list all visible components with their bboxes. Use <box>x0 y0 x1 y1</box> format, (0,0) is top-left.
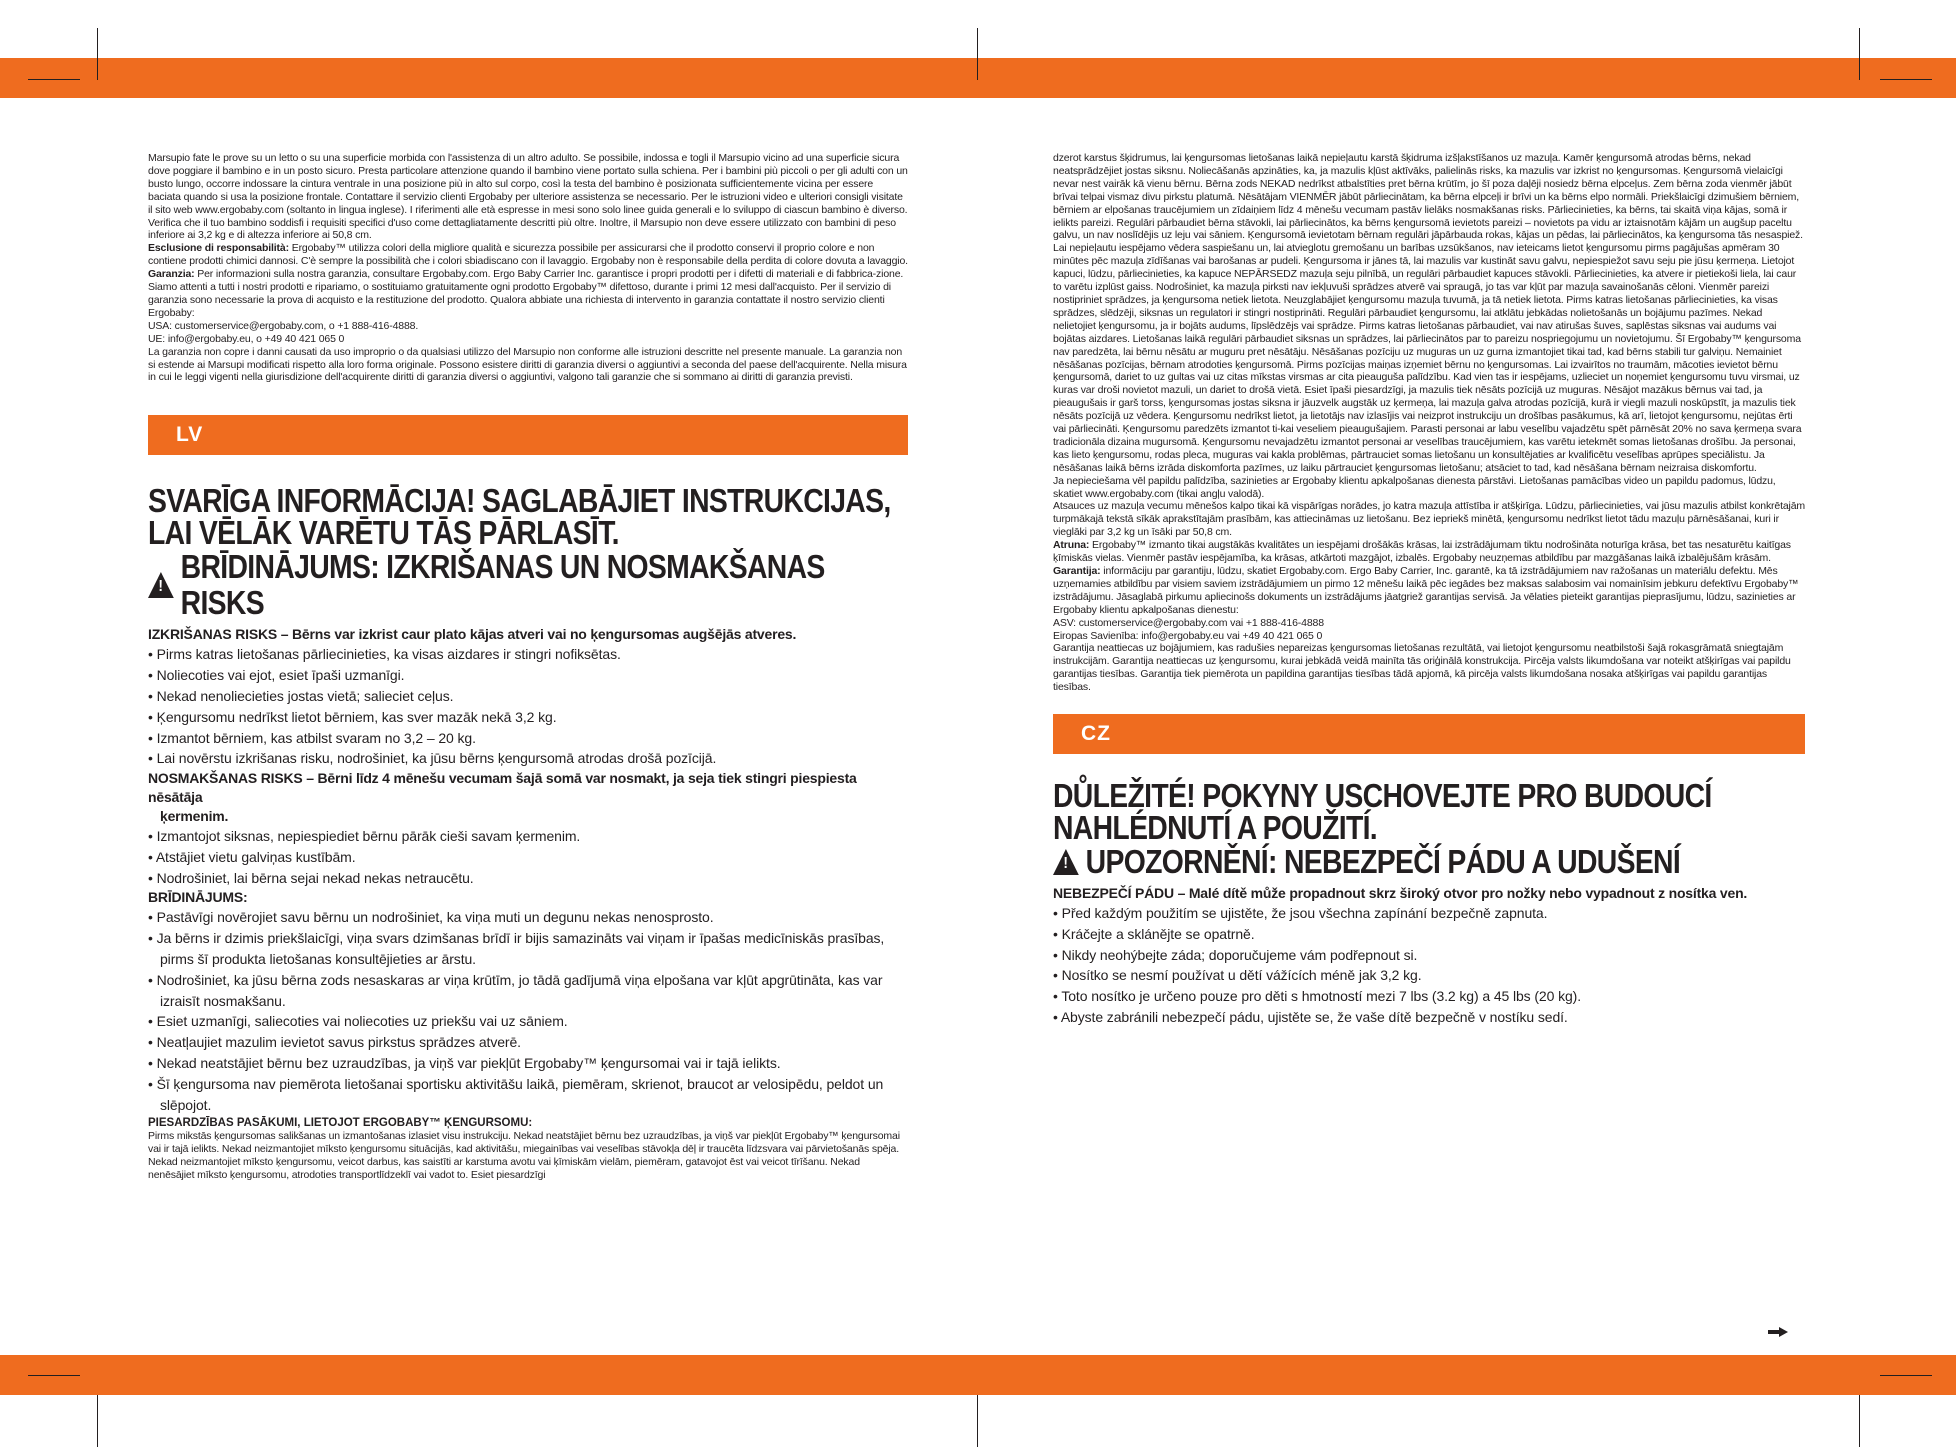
lv-precautions-text-block <box>148 1130 908 1182</box>
crop-mark <box>97 28 98 80</box>
crop-mark <box>1859 28 1860 80</box>
warning-triangle-icon <box>148 572 174 598</box>
list-item: • Nekad neatstājiet bērnu bez uzraudzības, ja viņš var piekļūt Ergobaby™ ķengursomai vai ir tajā ielikts. <box>148 1055 781 1072</box>
lv-final-paragraph: Garantija neattiecas uz bojājumiem, kas radušies nepareizas ķengursomas lietošanas rezultātā, vai lietojot ķengursomu neatbilstoši šajā rokasgrāmatā sniegtajām instrukcijām. Garantija neattiecas uz ķengursomu, kurai jebkādā veidā mainīta tās oriģinālā konstrukcija. Pircēja valsts likumdošana var noteikt atšķirīgas vai papildu garantijas tiesības. Garantija tiek piemērota un papildina garantijas tiesības tādā apjomā, kā pircēja valsts likumdošana nosaka atšķirīgas vai papildu garantijas tiesības. <box>1053 642 1791 694</box>
lv-warning-heading: BRĪDINĀJUMS: <box>148 889 248 906</box>
lv-suffocation-bullets <box>148 826 908 888</box>
list-item: • Nosítko se nesmí používat u dětí vážících méně jak 3,2 kg. <box>1053 967 1422 984</box>
crop-mark <box>1880 1375 1932 1376</box>
lv-warning-title: ! BRĪDINĀJUMS: IZKRIŠANAS UN NOSMAKŠANAS RISKS <box>148 549 906 621</box>
crop-mark <box>97 1395 98 1447</box>
list-item: • Kráčejte a sklánějte se opatrně. <box>1053 925 1255 942</box>
it-disclaimer: Esclusione di responsabilità: Ergobaby™ utilizza colori della migliore qualità e sicurezza possibile per assicurarsi che il prodotto conservi il proprio colore e non contiene prodotti chimici dannosi. C'è sempre la possibilità che i colori sbiadiscano con il lavaggio. Ergobaby non è responsabile della perdita di colore dovuta a lavaggio. <box>148 242 908 268</box>
it-disclaimer-label: Esclusione di responsabilità: <box>148 242 289 255</box>
list-item: • Před každým použitím se ujistěte, že jsou všechna zapínání bezpečně zapnuta. <box>1053 905 1548 922</box>
list-item: • Abyste zabránili nebezpečí pádu, ujistěte se, že vaše dítě bezpečně v nostíku sedí. <box>1053 1009 1568 1026</box>
lv-precautions-heading: PIESARDZĪBAS PASĀKUMI, LIETOJOT ERGOBABY™ ĶENGURSOMU: <box>148 1117 533 1130</box>
list-item: • Lai novērstu izkrišanas risku, nodrošiniet, ka jūsu bērns ķengursomā atrodas drošā pozīcijā. <box>148 750 717 767</box>
lv-warranty: Garantija: informāciju par garantiju, lūdzu, skatiet Ergobaby.com. Ergo Baby Carrier, Inc. garantē, ka tā izstrādājumiem nav ražošanas un materiālu defektu. Mēs uzņemamies atbildību par visiem saviem izstrādājumiem un pirmo 12 mēnešu laikā pēc iegādes bez maksas salabosim vai nomainīsim jebkuru defektīvu Ergobaby™ izstrādājumu. Jāsaglabā pirkumu apliecinošs dokuments un izstrādājums jāatgriež garantijas servisā. Ja vēlaties pieteikt garantijas pieprasījumu, lūdzu, sazinieties ar Ergobaby klientu apkalpošanas dienestu: <box>1053 565 1799 616</box>
list-item: • Izmantot bērniem, kas atbilst svaram no 3,2 – 20 kg. <box>148 729 476 746</box>
list-item: • Nodrošiniet, ka jūsu bērna zods nesaskaras ar viņa krūtīm, jo tādā gadījumā viņa elpošana var kļūt apgrūtināta, kas var <box>148 971 883 988</box>
bottom-color-band <box>0 1355 1956 1395</box>
it-eu-contact: UE: info@ergobaby.eu, o +49 40 421 065 0 <box>148 332 345 345</box>
list-item: pirms šī produkta lietošanas konsultējieties ar ārstu. <box>160 951 476 968</box>
cz-important-title: DŮLEŽITÉ! POKYNY USCHOVEJTE PRO BUDOUCÍ NAHLÉDNUTÍ A POUŽITÍ. <box>1053 777 1712 847</box>
crop-mark <box>977 1395 978 1447</box>
list-item: izraisīt nosmakšanu. <box>160 992 286 1009</box>
lv-age-paragraph: Atsauces uz mazuļa vecumu mēnešos kalpo tikai kā vispārīgas norādes, jo katra mazuļa attīstība ir atšķirīga. Lūdzu, pārliecinieties, vai jūsu mazulis atbilst konkrētajām turpmākajā tekstā sīkāk aprakstītajām prasībām, kas attiecināmas uz lietošanu. Bez iepriekš minētā, ķengursomu nedrīkst lietot tādu mazuļu pārnēsāšanai, kuri ir vieglāki par 3,2 kg un īsāki par 50,8 cm. <box>1053 500 1806 539</box>
warning-triangle-icon <box>1053 849 1079 875</box>
list-item: • Esiet uzmanīgi, saliecoties vai noliecoties uz priekšu vai uz sāniem. <box>148 1013 568 1030</box>
list-item: • Neatļaujiet mazulim ievietot savus pirkstus sprādzes atverē. <box>148 1034 521 1051</box>
it-warranty-label: Garanzia: <box>148 268 195 281</box>
lv-disclaimer: Atruna: Ergobaby™ izmanto tikai augstākās kvalitātes un iespējami drošākās krāsas, lai izstrādājumam tiktu nodrošināta noturīga krāsa, bet tas nesaturētu kaitīgas ķīmiskās vielas. Vienmēr pastāv iespējamība, ka krāsas, atkārtoti mazgājot, izbalēs. Ergobaby neuzņemas atbildību par mazgāšanas laikā izbalējušām krāsām. <box>1053 539 1791 565</box>
lv-language-bar <box>148 415 908 455</box>
crop-mark <box>977 28 978 80</box>
italian-section <box>148 152 908 384</box>
crop-mark <box>28 1375 80 1376</box>
list-item: • Nikdy neohýbejte záda; doporučujeme vám podřepnout si. <box>1053 946 1418 963</box>
it-final-paragraph: La garanzia non copre i danni causati da uso improprio o da qualsiasi utilizzo del Marsupio non conforme alle istruzioni descritte nel presente manuale. La garanzia non si estende ai Marsupi modificati rispetto alla loro forma originale. Possono esistere diritti di garanzia diversi o aggiuntivi a seconda del paese dell'acquirente. Nella misura in cui le leggi vigenti nella giurisdizione dell'acquirente diritti di garanzia diversi o aggiuntivi, valgono tali garanzie che si sommano ai diritti di garanzia previsti. <box>148 345 907 384</box>
list-item: slēpojot. <box>160 1096 212 1113</box>
list-item: • Toto nosítko je určeno pouze pro děti s hmotností mezi 7 lbs (3.2 kg) a 45 lbs (20 kg). <box>1053 988 1582 1005</box>
lv-usa-contact: ASV: customerservice@ergobaby.com vai +1 888-416-4888 <box>1053 616 1324 629</box>
cz-language-label: CZ <box>1081 722 1111 746</box>
list-item: • Noliecoties vai ejot, esiet īpaši uzmanīgi. <box>148 667 405 684</box>
lv-suffocation-heading: NOSMAKŠANAS RISKS – Bērni līdz 4 mēnešu vecumam šajā somā var nosmakt, ja seja tiek stingri piespiesta nēsātāja <box>148 770 857 806</box>
list-item: • Pastāvīgi novērojiet savu bērnu un nodrošiniet, ka viņa muti un degunu nekas nenosprosto. <box>148 909 714 926</box>
lv-fall-risk-heading: IZKRIŠANAS RISKS – Bērns var izkrist caur plato kājas atveri vai no ķengursomas augšējās atveres. <box>148 626 797 643</box>
list-item: • Nodrošiniet, lai bērna sejai nekad nekas netraucētu. <box>148 869 474 886</box>
crop-mark <box>1859 1395 1860 1447</box>
lv-precautions-text: Pirms mikstās ķengursomas salikšanas un izmantošanas izlasiet visu instrukciju. Nekad neatstājiet bērnu bez uzraudzības, ja viņš var piekļūt Ergobaby™ ķengursomai vai ir tajā ielikts. Nekad neizmantojiet mīksto ķengursomu situācijās, kad aktivitāšu, miegainības vai veselības stāvokļa dēļ ir traucēta līdzsvara vai pārvietošanās spēja. Nekad neizmantojiet mīksto ķengursomu, veicot darbus, kas saistīti ar karstuma avotu vai ķīmiskām vielām, piemēram, gatavojot ēst vai veicot tīrīšanu. Nekad nenēsājiet mīksto ķengursomu, atrodoties transportlīdzeklī vai vadot to. Esiet piesardzīgi <box>148 1130 900 1182</box>
list-item: • Nekad nenoliecieties jostas vietā; salieciet ceļus. <box>148 687 454 704</box>
lv-disclaimer-label: Atruna: <box>1053 539 1090 552</box>
cz-language-bar <box>1053 714 1805 754</box>
lv-suffocation-heading-cont: ķermenim. <box>160 808 229 825</box>
lv-continued-section <box>1053 152 1805 694</box>
lv-eu-contact: Eiropas Savienība: info@ergobaby.eu vai +49 40 421 065 0 <box>1053 629 1323 642</box>
continue-arrow-icon <box>1768 1327 1788 1337</box>
lv-language-label: LV <box>176 423 204 447</box>
list-item: • Atstājiet vietu galviņas kustībām. <box>148 848 356 865</box>
list-item: • Ja bērns ir dzimis priekšlaicīgi, viņa svars dzimšanas brīdī ir bijis samazināts vai viņam ir īpašas medicīniskās prasības, <box>148 930 885 947</box>
list-item: • Šī ķengursoma nav piemērota lietošanai sportisku aktivitāšu laikā, piemēram, skrienot, braucot ar velosipēdu, peldot un <box>148 1075 884 1092</box>
lv-fall-bullets <box>148 644 908 769</box>
it-usa-contact: USA: customerservice@ergobaby.com, o +1 888-416-4888. <box>148 319 419 332</box>
it-intro-paragraph: Marsupio fate le prove su un letto o su una superficie morbida con l'assistenza di un altro adulto. Se possibile, indossa e togli il Marsupio vicino ad una superficie sicura dove poggiare il bambino e in un posto sicuro. Presta particolare attenzione quando il bambino viene portato sulla schiena. Per i bambini più piccoli o per gli adulti con un busto lungo, occorre indossare la cintura ventrale in una posizione più in alto sul corpo, così la testa del bambino è posizionata sufficientemente vicina per essere baciata quando si usa la posizione frontale. Contattare il servizio clienti Ergobaby per ulteriore assistenza se necessario. Per le istruzioni video e ulteriori consigli visitate il sito web www.ergobaby.com (soltanto in lingua inglese). I riferimenti alle età espresse in mesi sono solo linee guida generali e lo sviluppo di ciascun bambino è diverso. Verifica che il tuo bambino soddisfi i requisiti specifici d'uso come dettagliatamente descritti più oltre. Inoltre, il Marsupio non deve essere utilizzato con bambini di peso inferiore ai 3,2 kg e di altezza inferiore ai 50,8 cm. <box>148 152 908 242</box>
lv-warranty-label: Garantija: <box>1053 565 1101 577</box>
it-warranty: Garanzia: Per informazioni sulla nostra garanzia, consultare Ergobaby.com. Ergo Baby Carrier Inc. garantisce i propri prodotti per i difetti di materiali e di fabbrica-zione. Siamo attenti a tutti i nostri prodotti e ripariamo, o sostituiamo gratuitamente ogni prodotto Ergobaby™ difettoso, durante i primi 12 mesi dall'acquisto. Per il servizio di garanzia sono necessarie la prova di acquisto e la restituzione del prodotto. Qualora abbiate una richiesta di intervento in garanzia contattate il nostro servizio clienti Ergobaby: <box>148 268 904 319</box>
list-item: • Ķengursomu nedrīkst lietot bērniem, kas sver mazāk nekā 3,2 kg. <box>148 708 557 725</box>
list-item: • Pirms katras lietošanas pārliecinieties, ka visas aizdares ir stingri nofiksētas. <box>148 646 621 663</box>
crop-mark <box>1880 79 1932 80</box>
list-item: • Izmantojot siksnas, nepiespiediet bērnu pārāk cieši savam ķermenim. <box>148 828 581 845</box>
cz-fall-bullets <box>1053 903 1805 1028</box>
lv-continued-paragraph: dzerot karstus šķidrumus, lai ķengursomas lietošanas laikā nepieļautu karstā šķidruma izšļakstīšanos uz mazuļa. Kamēr ķengursomā atrodas bērns, nekad neatsprādzējiet jostas siksnu. Noliecāšanās apzināties, ka, ja mazulis kļūst aktīvāks, palielinās risks, ka mazulis var izkrist no ķengursomas. Ķengursomā vielaicīgi nevar nest vairāk kā vienu bērnu. Bērna zods NEKAD nedrīkst atbalstīties pret bērna krūtīm, jo šī poza daļēji nosiedz bērna elpceļus. Zem bērna zoda vienmēr jābūt brīvai telpai vismaz divu pirkstu platumā. Nēsātājam VIENMĒR jābūt pārliecinātam, ka bērna elpceļi ir brīvi un ka bērns elpo normāli. Priekšlaicīgi dzimušiem bērniem, bērniem ar elpošanas traucējumiem un zīdaiņiem līdz 4 mēnešu vecumam pastāv lielāks nosmakšanas risks. Pārliecinieties, ka bērns, tai skaitā viņa kājas, somā ir ielikts pareizi. Regulāri pārbaudiet bērna stāvokli, lai pārliecinātos, ka bērns ķengursomā ievietots pareizi – novietots pa vidu ar iztaisnotām kājām un augšup paceltu galvu, un nav noslīdējis uz leju vai sāniem. Ķengursomā ievietotam bērnam regulāri jāpārbauda rokas, kājas un pēdas, lai pārliecinātos, ka ķengursoma tās nesaspiež. Lai nepieļautu iespējamo vēdera saspiešanu un, lai atvieglotu gremošanu un barības uzsūkšanos, nav ieteicams lietot ķengursomu pirms pagājušas apmēram 30 minūtes pēc mazuļa zīdīšanas vai barošanas ar pudeli. Ķengursoma ir jānes tā, lai mazulis var kustināt savu galvu, nepiespiežot savu seju pie jūsu ķermeņa. Lietojot kapuci, lūdzu, pārliecinieties, ka kapuce NEPĀRSEDZ mazuļa seju pilnībā, un regulāri pārbaudiet kapuces stāvokli. Pārliecinieties, ka atvere ir pietiekoši liela, lai caur to varētu izplūst gaiss. Nodrošiniet, ka mazuļa pirksti nav iekļuvuši sprādzes atverē vai spraugā, jo tas var kļūt par mazuļa savainošanās cēloni. Vienmēr pareizi nostipriniet sprādzes, ja ķengursoma netiek lietota. Neuzglabājiet ķengursomu mazuļa tuvumā, ja tā netiek lietota. Pirms katras lietošanas pārliecinieties, ka visas sprādzes, slēdzēji, siksnas un regulatori ir stingri nostiprināti. Regulāri pārbaudiet ķengursomu, lai atklātu jebkādas nolietošanās un bojājumu pazīmes. Nekad nelietojiet ķengursomu, ja ir bojāts audums, līpslēdzējs vai sprādze. Pirms katras lietošanas pārbaudiet, vai nav atirušas šuves, saplēstas siksnas vai audums vai bojātas aizdares. Lietošanas laikā regulāri pārbaudiet siksnas un sprādzes, lai pārliecinātos par to pareizu nospriegojumu un novietojumu. Šī Ergobaby™ ķengursoma nav paredzēta, lai bērnu nēsātu ar muguru pret nēsātāju. Nēsāšanas pozīciju uz muguras un uz gurna izmantojiet tikai tad, kad bērns stabili tur galviņu. Nemainiet nēsāšanas pozīcijas, bērnam atrodoties ķengursomā. Pirms pozīcijas maiņas izņemiet bērnu no ķengursomas. Lai izvairītos no traumām, mācoties ievietot bērnu ķengursomā, dariet to uz gultas vai uz citas mīkstas virsmas ar cita pieauguša palīdzību. Kad vien tas ir iespējams, uzlieciet un noņemiet ķengursomu tuvu virsmai, uz kuras var droši novietot mazuli, un dariet to drošā vietā. Esiet īpaši piesardzīgi, ja mazulis tiek nēsāts pozīcijā uz muguras. Nēsājot mazākus bērnus vai tad, ja pieaugušais ir garš torss, ķengursomas jostas siksna ir jāuzvelk augstāk uz ķermeņa, lai mazuļa galva atrodas pozīcijā, kurā ir viegli mazuli noskūpstīt, ja mazulis tiek nēsāts pozīcijā uz vēdera. Ķengursomu nedrīkst lietot, ja lietotājs nav izlasījis vai neizprot instrukciju un drošības pasākumus, kā arī, lietojot ķengursomu, nejūtas ērti vai pārliecināti. Ķengursomu paredzēts izmantot ti-kai veseliem pieaugušajiem. Parasti personai ar labu veselību vajadzētu spēt pārnēsāt 20% no sava ķermeņa svara tradicionāla dizaina mugursomā. Ķengursomu nevajadzētu izmantot personai ar veselības traucējumiem, kas varētu ietekmēt somas lietošanas drošību. Ja personai, kas lieto ķengursomu, rodas pleca, muguras vai kakla problēmas, pārtrauciet somas lietošanu un konsultējaties ar kvalificētu veselības aprūpes speciālistu. Ja nēsāšanas laikā bērns izrāda diskomforta pazīmes, uz laiku pārtrauciet ķengursomas lietošanu; atsāciet to tad, kad nēsāšana bērnam neizraisa diskomfortu. <box>1053 152 1803 474</box>
lv-important-title: SVARĪGA INFORMĀCIJA! SAGLABĀJIET INSTRUKCIJAS, LAI VĒLĀK VARĒTU TĀS PĀRLASĪT. <box>148 482 891 552</box>
cz-fall-risk-heading: NEBEZPEČÍ PÁDU – Malé dítě může propadnout skrz široký otvor pro nožky nebo vypadnout z nosítka ven. <box>1053 885 1748 902</box>
lv-help-paragraph: Ja nepieciešama vēl papildu palīdzība, sazinieties ar Ergobaby klientu apkalpošanas dienesta pārstāvi. Lietošanas pamācības video un papildu padomus, lūdzu, skatiet www.ergobaby.com (tikai angļu valodā). <box>1053 474 1776 500</box>
cz-warning-title: ! UPOZORNĚNÍ: NEBEZPEČÍ PÁDU A UDUŠENÍ <box>1053 844 1803 880</box>
top-color-band <box>0 58 1956 98</box>
left-column <box>148 152 908 1182</box>
right-column <box>1053 152 1805 1028</box>
crop-mark <box>28 79 80 80</box>
lv-warning-bullets <box>148 907 908 1115</box>
